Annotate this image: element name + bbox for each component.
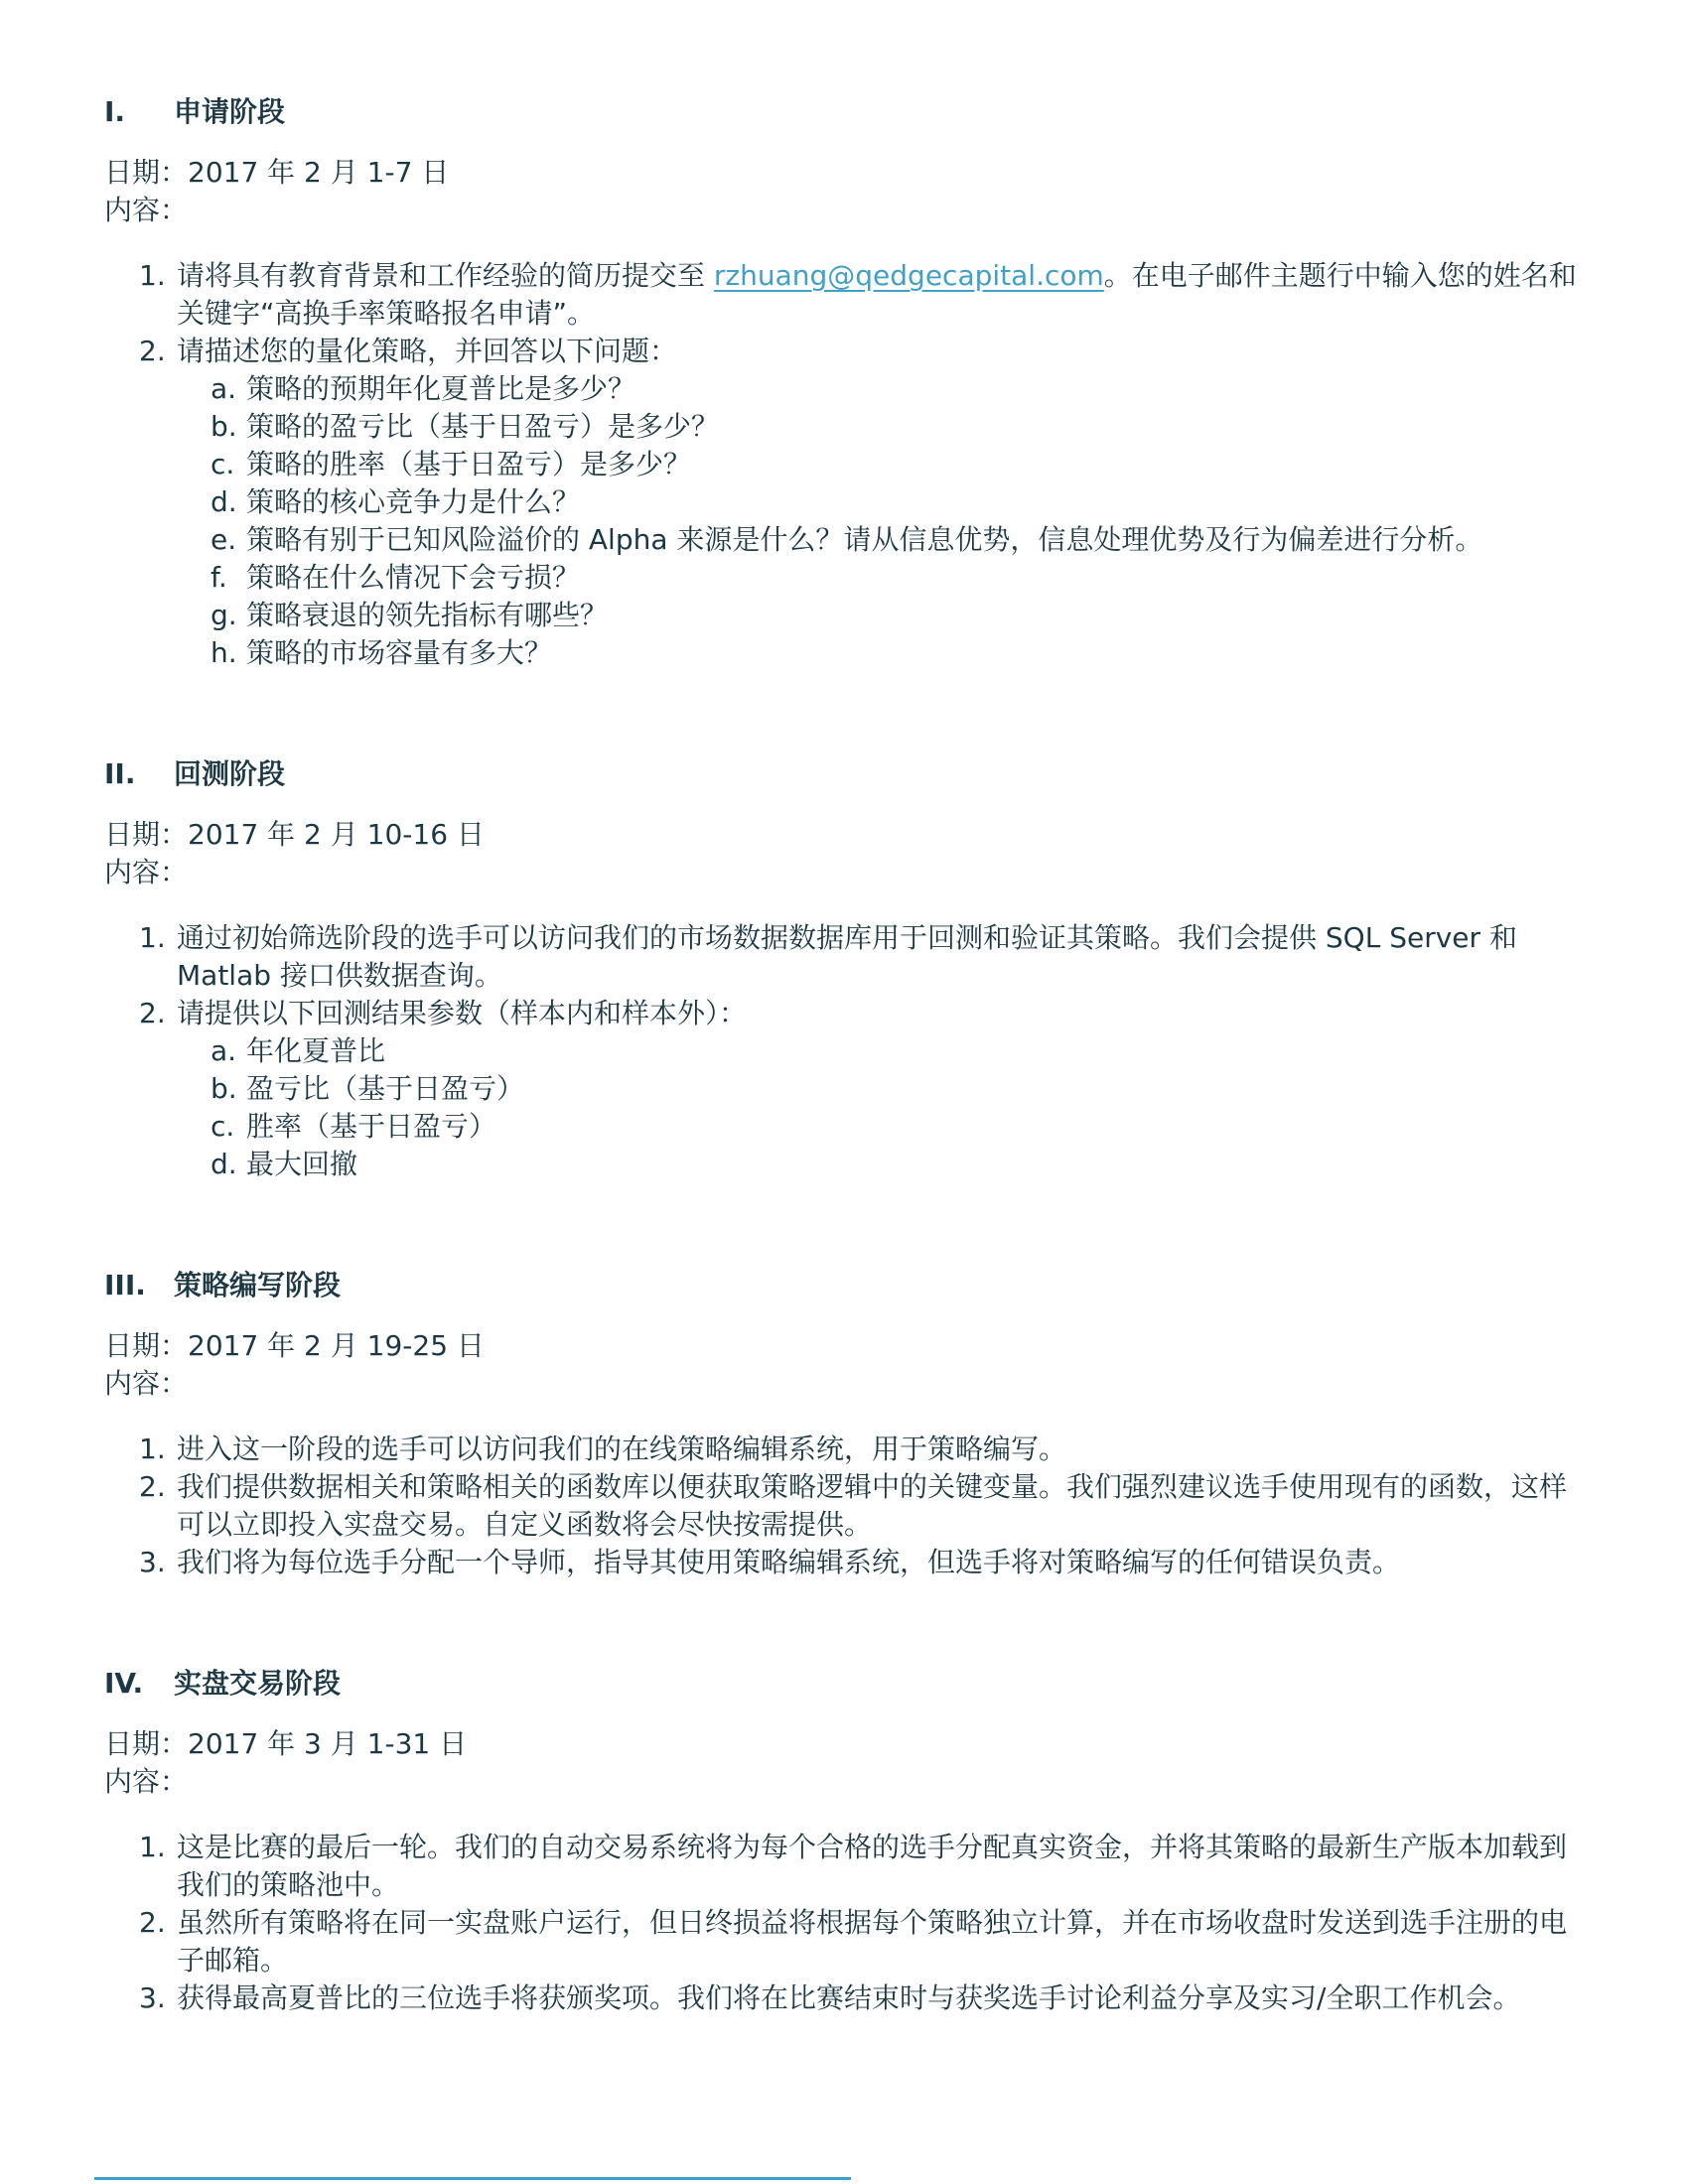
section-title: 回测阶段 (174, 757, 286, 790)
section-title: 申请阶段 (174, 95, 286, 128)
sub-item (104, 1146, 1584, 1183)
sub-item-letter: b. (211, 1072, 237, 1105)
list-item (104, 1904, 1584, 1979)
numbered-list (104, 1829, 1584, 2017)
section-application (104, 93, 1584, 672)
sub-item-letter: d. (211, 1148, 237, 1180)
sub-item-text: 胜率（基于日盈亏） (246, 1110, 497, 1143)
sub-item-text: 策略的盈亏比（基于日盈亏）是多少？ (246, 410, 720, 443)
section-backtest (104, 755, 1584, 1183)
list-item (104, 1829, 1584, 1904)
sub-item (104, 1032, 1584, 1070)
numbered-list (104, 1431, 1584, 1581)
sub-item (104, 483, 1584, 521)
list-item (104, 1979, 1584, 2017)
text-after-link: 。在电子邮件主题行中输入您的姓名和关键字“高换手率策略报名申请”。 (177, 259, 1577, 330)
section-numeral: II. (104, 757, 136, 790)
sub-item-text: 策略的胜率（基于日盈亏）是多少？ (246, 448, 692, 480)
sub-item (104, 521, 1584, 559)
list-item-text: 我们将为每位选手分配一个导师，指导其使用策略编辑系统，但选手将对策略编写的任何错误负责。 (177, 1546, 1401, 1578)
section-strategy-writing (104, 1267, 1584, 1581)
email-link[interactable]: rzhuang@qedgecapital.com (713, 259, 1104, 292)
numbered-list (104, 257, 1584, 672)
text-before-link: 请将具有教育背景和工作经验的简历提交至 (177, 259, 714, 292)
sub-item-text: 策略的预期年化夏普比是多少？ (246, 372, 636, 405)
list-item-text (177, 257, 1584, 333)
sub-item-letter: e. (211, 523, 237, 556)
list-item-text: 进入这一阶段的选手可以访问我们的在线策略编辑系统，用于策略编写。 (177, 1433, 1067, 1465)
content-label: 内容： (104, 1367, 189, 1400)
list-item-text: 获得最高夏普比的三位选手将获颁奖项。我们将在比赛结束时与获奖选手讨论利益分享及实习/全职工作机会。 (177, 1981, 1521, 2014)
sub-item-text: 策略有别于已知风险溢价的 Alpha 来源是什么？请从信息优势，信息处理优势及行为偏差进行分析。 (246, 523, 1483, 556)
lettered-sublist (104, 370, 1584, 672)
list-item-number: 2. (139, 1906, 166, 1939)
list-item-number: 2. (139, 997, 166, 1029)
list-item-number: 1. (139, 259, 166, 292)
list-item (104, 333, 1584, 370)
lettered-sublist (104, 1032, 1584, 1183)
list-item (104, 1544, 1584, 1581)
date-line: 日期：2017 年 2 月 19-25 日 (104, 1329, 485, 1362)
sub-item-text: 最大回撤 (246, 1148, 358, 1180)
section-heading (104, 1267, 1584, 1304)
sub-item (104, 559, 1584, 597)
section-numeral: III. (104, 1269, 146, 1301)
sub-item-letter: f. (211, 561, 227, 594)
list-item (104, 1468, 1584, 1544)
sub-item-letter: c. (211, 1110, 235, 1143)
date-line: 日期：2017 年 3 月 1-31 日 (104, 1727, 468, 1760)
list-item (104, 919, 1584, 995)
content-label: 内容： (104, 1765, 189, 1798)
section-title: 策略编写阶段 (174, 1269, 342, 1301)
sub-item-letter: h. (211, 636, 237, 669)
list-item (104, 1431, 1584, 1468)
sub-item (104, 634, 1584, 672)
section-heading (104, 755, 1584, 793)
list-item-text: 这是比赛的最后一轮。我们的自动交易系统将为每个合格的选手分配真实资金，并将其策略的最新生产版本加载到我们的策略池中。 (177, 1831, 1568, 1901)
sub-item-letter: d. (211, 485, 237, 518)
numbered-list (104, 919, 1584, 1183)
sub-item-text: 策略衰退的领先指标有哪些？ (246, 599, 609, 631)
list-item-number: 2. (139, 335, 166, 367)
list-item-number: 1. (139, 1433, 166, 1465)
sub-item-text: 年化夏普比 (246, 1034, 386, 1067)
sub-item (104, 446, 1584, 483)
sub-item-text: 策略在什么情况下会亏损？ (246, 561, 581, 594)
section-numeral: I. (104, 95, 126, 128)
section-title: 实盘交易阶段 (174, 1667, 342, 1700)
list-item-text: 请提供以下回测结果参数（样本内和样本外）： (177, 997, 748, 1029)
content-label: 内容： (104, 856, 189, 888)
list-item-number: 2. (139, 1470, 166, 1503)
sub-item-letter: c. (211, 448, 235, 480)
sub-item (104, 1070, 1584, 1108)
sub-item (104, 408, 1584, 446)
sub-item-letter: a. (211, 1034, 237, 1067)
section-numeral: IV. (104, 1667, 144, 1700)
sub-item-text: 策略的核心竞争力是什么？ (246, 485, 581, 518)
sub-item-text: 策略的市场容量有多大？ (246, 636, 553, 669)
list-item-number: 1. (139, 1831, 166, 1863)
list-item-number: 3. (139, 1546, 166, 1578)
sub-item-text: 盈亏比（基于日盈亏） (246, 1072, 525, 1105)
list-item-text: 我们提供数据相关和策略相关的函数库以便获取策略逻辑中的关键变量。我们强烈建议选手使用现有的函数，这样可以立即投入实盘交易。自定义函数将会尽快按需提供。 (177, 1470, 1568, 1541)
section-live-trading (104, 1665, 1584, 2017)
sub-item (104, 597, 1584, 634)
sub-item-letter: b. (211, 410, 237, 443)
list-item-number: 3. (139, 1981, 166, 2014)
list-item-text: 请描述您的量化策略，并回答以下问题： (177, 335, 678, 367)
section-heading (104, 1665, 1584, 1703)
list-item-text: 虽然所有策略将在同一实盘账户运行，但日终损益将根据每个策略独立计算，并在市场收盘时发送到选手注册的电子邮箱。 (177, 1906, 1568, 1977)
list-item-text: 通过初始筛选阶段的选手可以访问我们的市场数据数据库用于回测和验证其策略。我们会提供 SQL Server 和 Matlab 接口供数据查询。 (177, 921, 1517, 992)
section-heading (104, 93, 1584, 131)
sub-item (104, 370, 1584, 408)
sub-item-letter: a. (211, 372, 237, 405)
list-item (104, 257, 1584, 333)
date-line: 日期：2017 年 2 月 1-7 日 (104, 156, 450, 189)
list-item (104, 995, 1584, 1032)
content-label: 内容： (104, 194, 189, 226)
sub-item-letter: g. (211, 599, 237, 631)
bottom-page-rule (94, 2177, 851, 2180)
list-item-number: 1. (139, 921, 166, 954)
date-line: 日期：2017 年 2 月 10-16 日 (104, 818, 485, 851)
sub-item (104, 1108, 1584, 1146)
